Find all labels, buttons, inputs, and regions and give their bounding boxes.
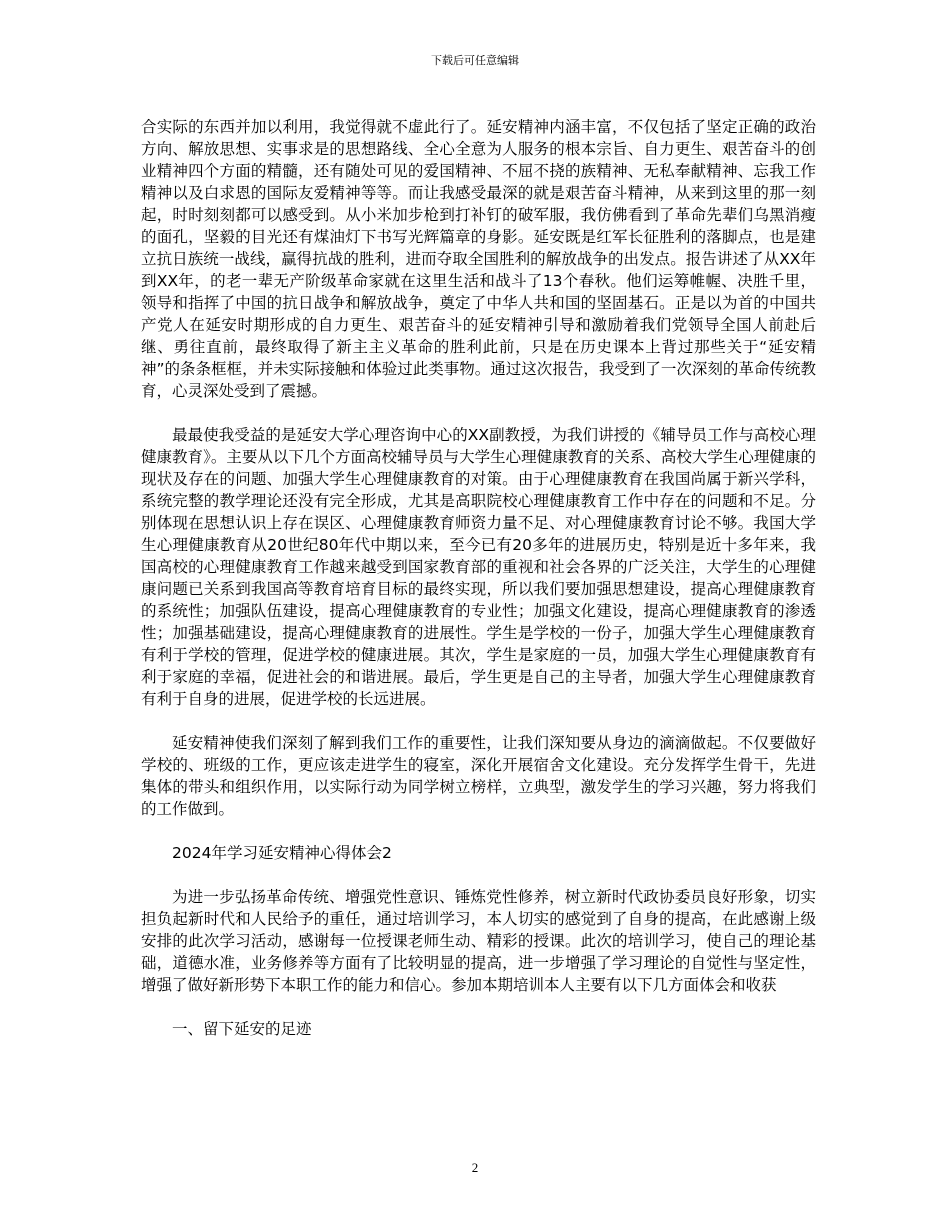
paragraph-1: 合实际的东西并加以利用，我觉得就不虚此行了。延安精神内涵丰富，不仅包括了坚定正确的政治方向、解放思想、实事求是的思想路线、全心全意为人服务的根本宗旨、自力更生、艰苦奋斗的创业精神四个方面的精髓，还有随处可见的爱国精神、不屈不挠的族精神、无私奉献精神、忘我工作精神以及白求恩的国际友爱精神等等。而让我感受最深的就是艰苦奋斗精神，从来到这里的那一刻起，时时刻刻都可以感受到。从小米加步枪到打补钉的破军服，我仿佛看到了革命先辈们乌黑消瘦的面孔，坚毅的目光还有煤油灯下书写光辉篇章的身影。延安既是红军长征胜利的落脚点，也是建立抗日族统一战线，赢得抗战的胜利，进而夺取全国胜利的解放战争的出发点。报告讲述了从XX年到XX年，的老一辈无产阶级革命家就在这里生活和战斗了13个春秋。他们运筹帷幄、决胜千里，领导和指挥了中国的抗日战争和解放战争，奠定了中华人共和国的坚固基石。正是以为首的中国共产党人在延安时期形成的自力更生、艰苦奋斗的延安精神引导和激励着我们党领导全国人前赴后继、勇往直前，最终取得了新主主义革命的胜利此前，只是在历史课本上背过那些关于“延安精神”的条条框框，并未实际接触和体验过此类事物。通过这次报告，我受到了一次深刻的革命传统教育，心灵深处受到了震撼。 (141, 118, 816, 400)
paragraph-4: 为进一步弘扬革命传统、增强党性意识、锤炼党性修养，树立新时代政协委员良好形象，切实担负起新时代和人民给予的重任，通过培训学习，本人切实的感觉到了自身的提高，在此感谢上级安排的此次学习活动，感谢每一位授课老师生动、精彩的授课。此次的培训学习，使自己的理论基础，道德水准，业务修养等方面有了比较明显的提高，进一步增强了学习理论的自觉性与坚定性，增强了做好新形势下本职工作的能力和信心。参加本期培训本人主要有以下几方面体会和收获 (141, 888, 816, 994)
section-title: 2024年学习延安精神心得体会2 (172, 844, 392, 862)
subsection-heading: 一、留下延安的足迹 (172, 1020, 312, 1038)
paragraph-3: 延安精神使我们深刻了解到我们工作的重要性，让我们深知要从身边的滴滴做起。不仅要做好学校的、班级的工作，更应该走进学生的寝室，深化开展宿舍文化建设。充分发挥学生骨干，先进集体的带头和组织作用，以实际行动为同学树立榜样，立典型，激发学生的学习兴趣，努力将我们的工作做到。 (141, 734, 816, 818)
paragraph-2: 最最使我受益的是延安大学心理咨询中心的XX副教授，为我们讲授的《辅导员工作与高校心理健康教育》。主要从以下几个方面高校辅导员与大学生心理健康教育的关系、高校大学生心理健康的现状及存在的问题、加强大学生心理健康教育的对策。由于心理健康教育在我国尚属于新兴学科，系统完整的教学理论还没有完全形成，尤其是高职院校心理健康教育工作中存在的问题和不足。分别体现在思想认识上存在误区、心理健康教育师资力量不足、对心理健康教育讨论不够。我国大学生心理健康教育从20世纪80年代中期以来，至今已有20多年的进展历史，特别是近十多年来，我国高校的心理健康教育工作越来越受到国家教育部的重视和社会各界的广泛关注，大学生的心理健康问题已关系到我国高等教育培育目标的最终实现，所以我们要加强思想建设，提高心理健康教育的系统性；加强队伍建设，提高心理健康教育的专业性；加强文化建设，提高心理健康教育的渗透性；加强基础建设，提高心理健康教育的进展性。学生是学校的一份子，加强大学生心理健康教育有利于学校的管理，促进学校的健康进展。其次，学生是家庭的一员，加强大学生心理健康教育有利于家庭的幸福，促进社会的和谐进展。最后，学生更是自己的主导者，加强大学生心理健康教育有利于自身的进展，促进学校的长远进展。 (141, 426, 816, 708)
page-header: 下载后可任意编辑 (431, 54, 519, 67)
page-number: 2 (471, 1160, 479, 1175)
document-body (141, 116, 816, 1062)
